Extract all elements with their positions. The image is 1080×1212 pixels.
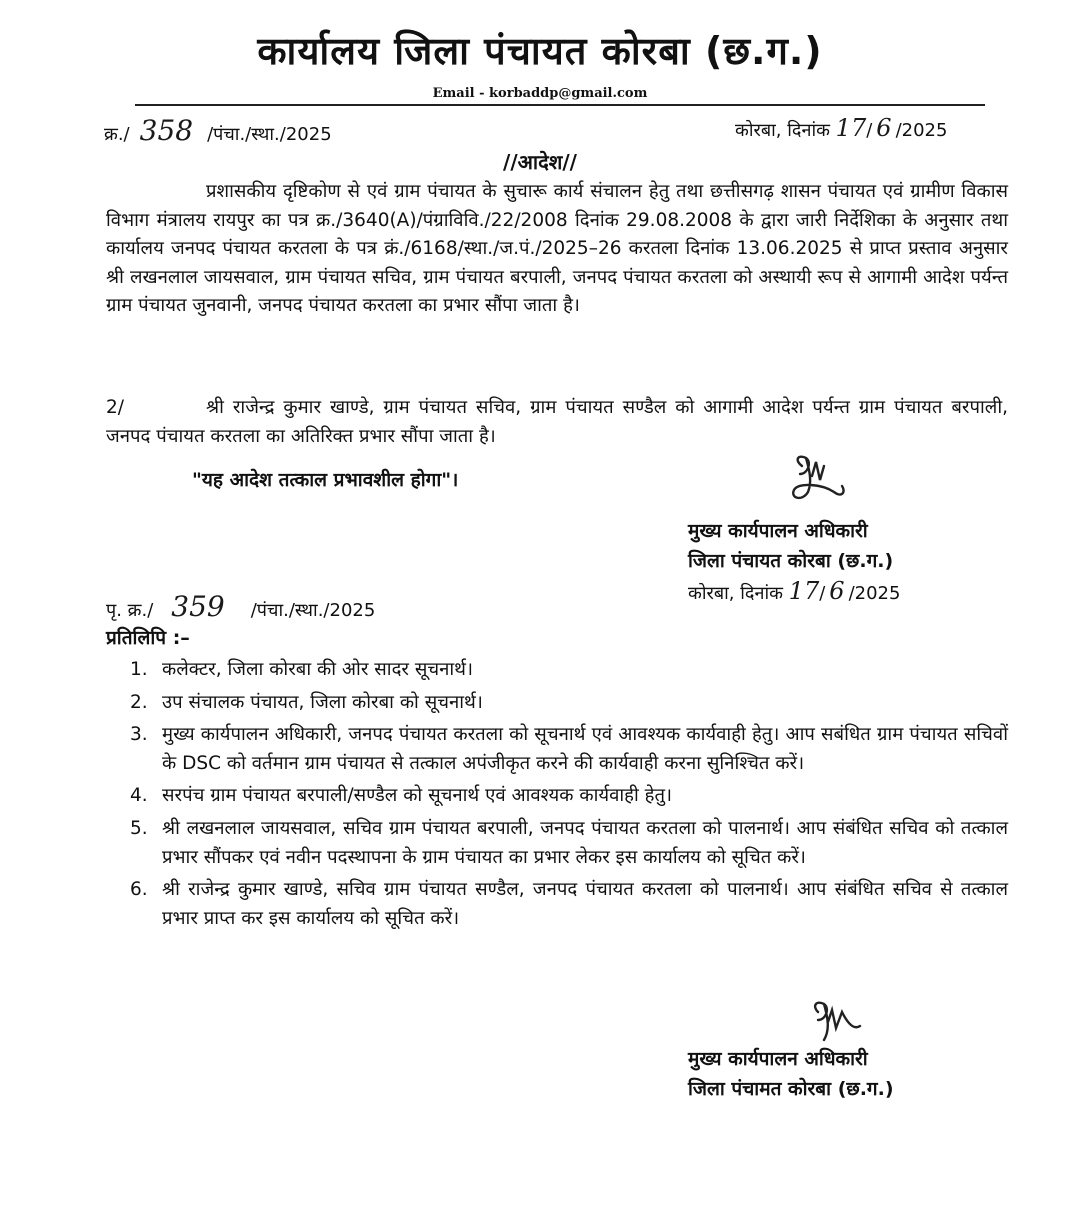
- list-item: 1. कलेक्टर, जिला कोरबा की ओर सादर सूचनार्थ।: [130, 659, 473, 680]
- header-rule: [135, 104, 985, 106]
- signature-2-block: [688, 1044, 894, 1104]
- order-paragraph-1: [106, 178, 1008, 321]
- signature-2-designation: मुख्य कार्यपालन अधिकारी: [688, 1048, 868, 1070]
- list-item: 3. मुख्य कार्यपालन अधिकारी, जनपद पंचायत करतला को सूचनार्थ एवं आवश्यक कार्यवाही हेतु। आप सबंधित ग्राम पंचायत सचिवों के DSC को वर्तमान ग्राम पंचायत से तत्काल अपंजीकृत करने की कार्यवाही करना सुनिश्चित करें।: [130, 724, 1008, 774]
- signature-1-scribble: [772, 452, 862, 522]
- signature-1-block: [688, 516, 900, 609]
- signature-1-date: कोरबा, दिनांक 17/ 6 /2025: [688, 577, 901, 605]
- effective-statement: "यह आदेश तत्काल प्रभावशील होगा"।: [192, 469, 459, 491]
- signature-1-designation: मुख्य कार्यपालन अधिकारी: [688, 520, 868, 542]
- signature-1-date-label: कोरबा, दिनांक: [688, 583, 783, 604]
- order-date-label: कोरबा, दिनांक: [735, 120, 830, 141]
- copy-list: [130, 656, 1008, 937]
- order-ref: [104, 114, 332, 147]
- office-email: Email - korbaddp@gmail.com: [432, 86, 648, 101]
- copy-ref-prefix: पृ. क्र./: [106, 600, 154, 621]
- list-item: 5. श्री लखनलाल जायसवाल, सचिव ग्राम पंचायत बरपाली, जनपद पंचायत करतला को पालनार्थ। आप संबंधित सचिव को तत्काल प्रभार सौंपकर एवं नवीन पदस्थापना के ग्राम पंचायत का प्रभार लेकर इस कार्यालय को सूचित करें।: [130, 817, 1008, 868]
- order-ref-prefix: क्र./: [104, 124, 130, 145]
- signature-1-date-year: /2025: [848, 583, 901, 604]
- order-paragraph-2-text: श्री राजेन्द्र कुमार खाण्डे, ग्राम पंचायत सचिव, ग्राम पंचायत सण्डैल को आगामी आदेश पर्यन्त ग्राम पंचायत बरपाली, जनपद पंचायत करतला का अतिरिक्त प्रभार सौंपा जाता है।: [106, 397, 1008, 447]
- list-item: 2. उप संचालक पंचायत, जिला कोरबा को सूचनार्थ।: [130, 691, 483, 713]
- order-paragraph-2: [106, 394, 1008, 451]
- office-title: कार्यालय जिला पंचायत कोरबा (छ.ग.): [257, 29, 823, 73]
- list-item: 4. सरपंच ग्राम पंचायत बरपाली/सण्डैल को सूचनार्थ एवं आवश्यक कार्यवाही हेतु।: [130, 785, 673, 807]
- order-ref-number: 358: [139, 114, 194, 147]
- order-date-month: 6: [876, 114, 892, 142]
- signature-1-date-day: 17: [788, 577, 820, 605]
- order-paragraph-2-num: 2/: [106, 397, 125, 418]
- signature-1-office: जिला पंचायत कोरबा (छ.ग.): [688, 550, 894, 572]
- copy-heading: प्रतिलिपि :–: [106, 627, 190, 649]
- copy-ref-suffix: /पंचा./स्था./2025: [250, 600, 376, 621]
- order-date-day: 17: [835, 114, 867, 142]
- order-paragraph-1-text: प्रशासकीय दृष्टिकोण से एवं ग्राम पंचायत के सुचारू कार्य संचालन हेतु तथा छत्तीसगढ़ शासन पंचायत एवं ग्रामीण विकास विभाग मंत्रालय रायपुर का पत्र क्र./3640(A)/पंग्राविवि./22/2008 दिनांक 29.08.2008 के द्वारा जारी निर्देशिका के अनुसार तथा कार्यालय जनपद पंचायत करतला के पत्र क्रं./6168/स्था./ज.पं./2025–26 करतला दिनांक 13.06.2025 से प्राप्त प्रस्ताव अनुसार श्री लखनलाल जायसवाल, ग्राम पंचायत सचिव, ग्राम पंचायत बरपाली, जनपद पंचायत करतला को अस्थायी रूप से आगामी आदेश पर्यन्त ग्राम पंचायत जुनवानी, जनपद पंचायत करतला का प्रभार सौंपा जाता है।: [106, 181, 1008, 317]
- list-item: 6. श्री राजेन्द्र कुमार खाण्डे, सचिव ग्राम पंचायत सण्डैल, जनपद पंचायत करतला को पालनार्थ। आप संबंधित सचिव से तत्काल प्रभार प्राप्त कर इस कार्यालय को सूचित करें।: [130, 879, 1008, 929]
- order-ref-suffix: /पंचा./स्था./2025: [207, 124, 332, 145]
- order-date: कोरबा, दिनांक 17/ 6 /2025: [735, 114, 948, 142]
- copy-ref-number: 359: [171, 590, 225, 623]
- order-date-year: /2025: [895, 120, 948, 141]
- order-heading: //आदेश//: [503, 150, 577, 174]
- signature-2-office: जिला पंचामत कोरबा (छ.ग.): [688, 1078, 894, 1100]
- copy-ref: [106, 590, 375, 623]
- signature-1-date-month: 6: [829, 577, 845, 605]
